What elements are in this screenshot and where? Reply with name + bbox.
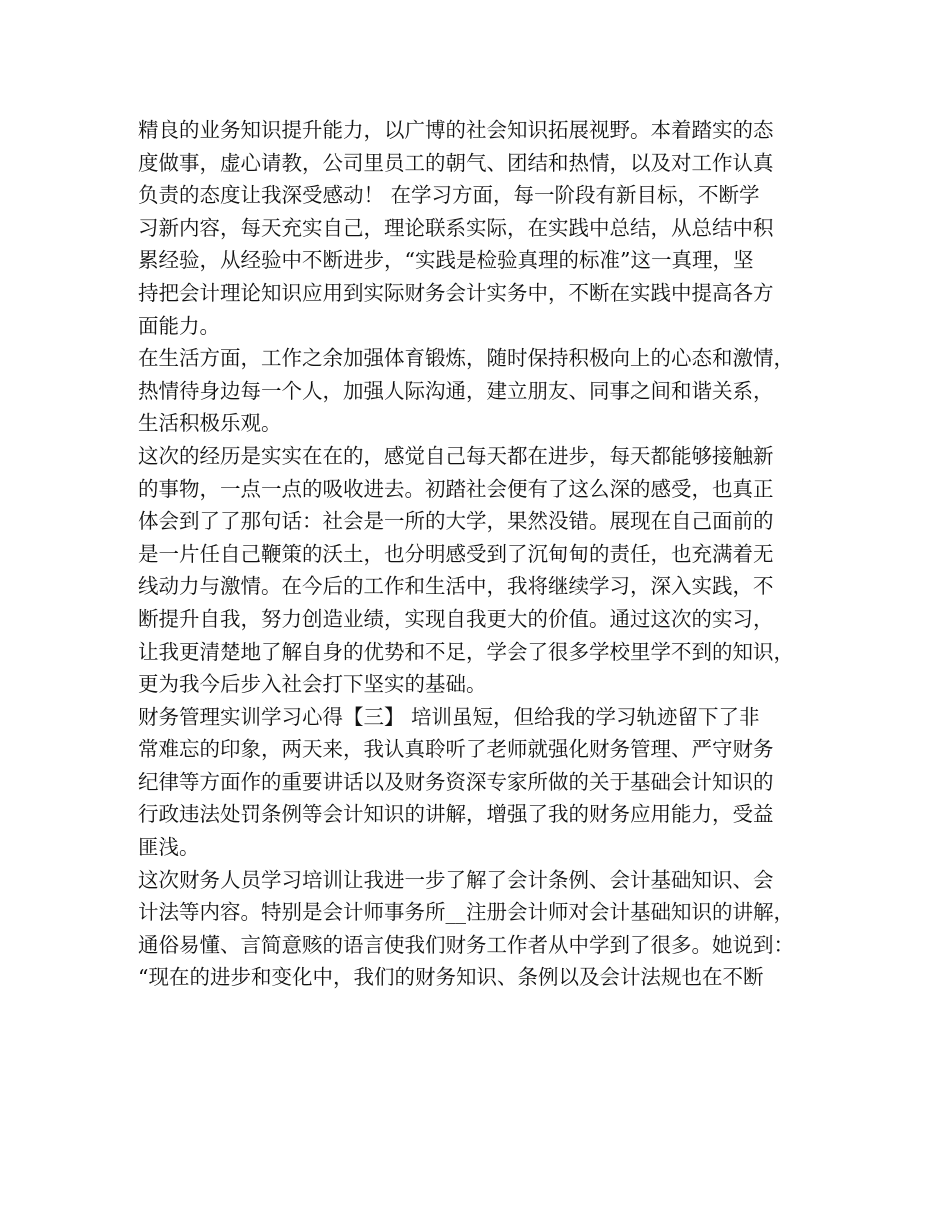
- text-line: 的事物，一点一点的吸收进去。初踏社会便有了这么深的感受，也真正: [138, 476, 774, 501]
- text-line: 通俗易懂、言简意赅的语言使我们财务工作者从中学到了很多。她说到：: [138, 932, 794, 957]
- text-line: 热情待身边每一个人，加强人际沟通，建立朋友、同事之间和谐关系，: [138, 378, 774, 403]
- text-line: 在生活方面，工作之余加强体育锻炼，随时保持积极向上的心态和激情，: [138, 346, 794, 371]
- text-line: 计法等内容。特别是会计师事务所__注册会计师对会计基础知识的讲解，: [138, 900, 794, 925]
- text-line: 生活积极乐观。: [138, 411, 282, 436]
- text-line: 是一片任自己鞭策的沃土，也分明感受到了沉甸甸的责任，也充满着无: [138, 541, 774, 566]
- text-line: 这次财务人员学习培训让我进一步了解了会计条例、会计基础知识、会: [138, 867, 774, 892]
- text-line: 匪浅。: [138, 835, 200, 860]
- text-line: 常难忘的印象，两天来，我认真聆听了老师就强化财务管理、严守财务: [138, 737, 774, 762]
- text-line: 财务管理实训学习心得【三】 培训虽短，但给我的学习轨迹留下了非: [138, 704, 760, 729]
- text-line: 断提升自我，努力创造业绩，实现自我更大的价值。通过这次的实习，: [138, 606, 774, 631]
- document-body: [138, 114, 838, 994]
- text-line: 度做事，虚心请教，公司里员工的朝气、团结和热情，以及对工作认真: [138, 150, 774, 175]
- text-line: 持把会计理论知识应用到实际财务会计实务中，不断在实践中提高各方: [138, 280, 774, 305]
- text-line: “现在的进步和变化中，我们的财务知识、条例以及会计法规也在不断: [138, 965, 764, 990]
- text-line: 负责的态度让我深受感动！ 在学习方面，每一阶段有新目标，不断学: [138, 183, 760, 208]
- text-line: 这次的经历是实实在在的，感觉自己每天都在进步，每天都能够接触新: [138, 443, 774, 468]
- text-line: 累经验，从经验中不断进步，“实践是检验真理的标准”这一真理，坚: [138, 248, 754, 273]
- text-line: 行政违法处罚条例等会计知识的讲解，增强了我的财务应用能力，受益: [138, 802, 774, 827]
- text-line: 精良的业务知识提升能力，以广博的社会知识拓展视野。本着踏实的态: [138, 118, 774, 142]
- text-line: 面能力。: [138, 313, 220, 338]
- text-line: 习新内容，每天充实自己，理论联系实际，在实践中总结，从总结中积: [138, 215, 774, 240]
- text-line: 更为我今后步入社会打下坚实的基础。: [138, 672, 487, 697]
- text-line: 纪律等方面作的重要讲话以及财务资深专家所做的关于基础会计知识的: [138, 769, 774, 794]
- text-line: 线动力与激情。在今后的工作和生活中，我将继续学习，深入实践，不: [138, 574, 774, 599]
- text-line: 让我更清楚地了解自身的优势和不足，学会了很多学校里学不到的知识，: [138, 639, 794, 664]
- text-line: 体会到了了那句话：社会是一所的大学，果然没错。展现在自己面前的: [138, 509, 774, 534]
